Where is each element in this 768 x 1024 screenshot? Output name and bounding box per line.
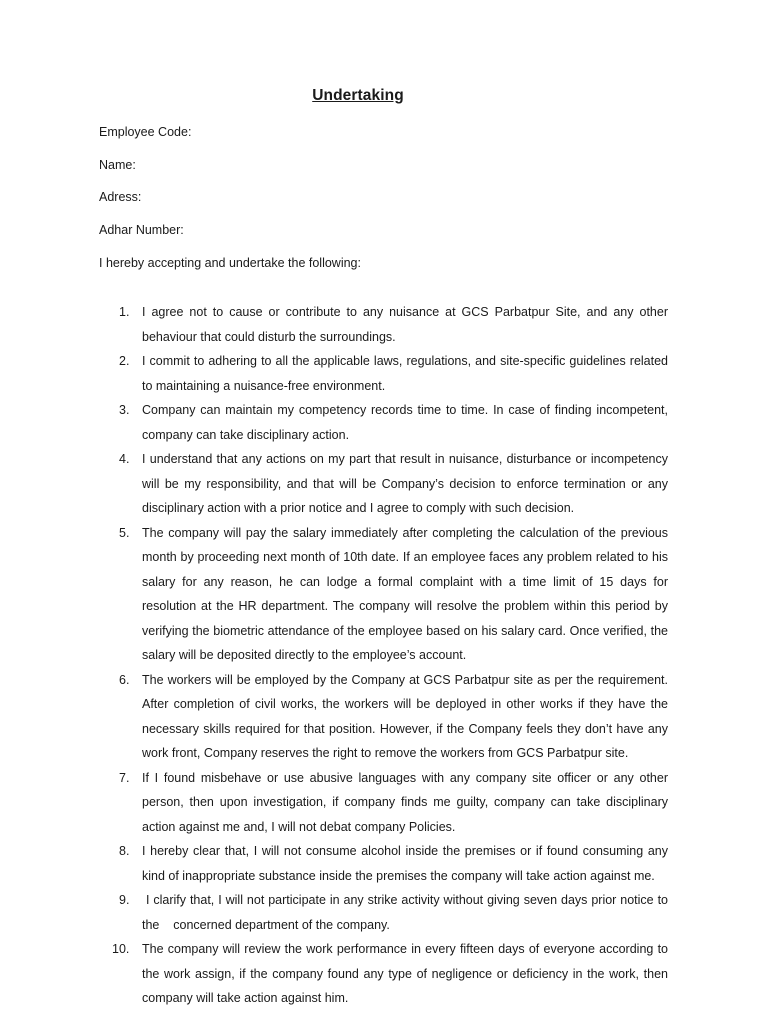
clause-number: 5. <box>119 525 130 540</box>
clause-list <box>99 300 672 1011</box>
clause-text: I clarify that, I will not participate in any strike activity without giving seven days prior notice to the concerned department of the company. <box>142 893 672 932</box>
clause-item <box>99 398 668 447</box>
clause-item <box>99 521 668 668</box>
clause-number: 2. <box>119 354 130 368</box>
clause-number: 4. <box>119 452 130 466</box>
clause-item <box>99 447 668 521</box>
clause-number: 8. <box>119 844 130 858</box>
clause-number: 6. <box>119 672 130 687</box>
clause-number: 1. <box>119 305 130 319</box>
clause-item <box>99 888 672 937</box>
clause-number: 3. <box>119 403 130 417</box>
clause-number: 9. <box>119 893 130 907</box>
clause-text: The workers will be employed by the Company at GCS Parbatpur site as per the requirement. After completion of civil works, the workers will be deployed in other works if they have the necessary skills required for that position. However, if the Company feels they don’t have any work front, Company reserves the right to remove the workers from GCS Parbatpur site. <box>142 672 668 760</box>
clause-text: If I found misbehave or use abusive languages with any company site officer or any other person, then upon investigation, if company finds me guilty, company can take disciplinary action against me and, I will not debat company Policies. <box>142 770 668 834</box>
clause-text: I hereby clear that, I will not consume alcohol inside the premises or if found consuming any kind of inappropriate substance inside the premises the company will take action against me. <box>142 844 668 883</box>
clause-item <box>99 349 668 398</box>
document-title: Undertaking <box>312 87 404 104</box>
field-employee-code: Employee Code: <box>99 125 192 139</box>
clause-text: Company can maintain my competency records time to time. In case of finding incompetent, company can take disciplinary action. <box>142 403 668 442</box>
field-address: Adress: <box>99 190 142 204</box>
clause-text: The company will review the work performance in every fifteen days of everyone according to the work assign, if the company found any type of negligence or deficiency in the work, then company will take action against him. <box>142 942 668 1005</box>
clause-item <box>99 937 668 1011</box>
clause-item <box>99 766 668 840</box>
intro-statement: I hereby accepting and undertake the following: <box>99 256 361 270</box>
clause-item <box>99 300 668 349</box>
clause-text: I agree not to cause or contribute to any nuisance at GCS Parbatpur Site, and any other behaviour that could disturb the surroundings. <box>142 305 668 344</box>
clause-item <box>99 668 668 766</box>
clause-item <box>99 839 668 888</box>
clause-number: 10. <box>112 942 130 956</box>
field-name: Name: <box>99 158 136 172</box>
clause-number: 7. <box>119 770 130 785</box>
clause-text: The company will pay the salary immediately after completing the calculation of the previous month by proceeding next month of 10th date. If an employee faces any problem related to his salary for any reason, he can lodge a formal complaint with a time limit of 15 days for resolution at the HR department. The company will resolve the problem within this period by verifying the biometric attendance of the employee based on his salary card. Once verified, the salary will be deposited directly to the employee’s account. <box>142 525 668 662</box>
field-adhar-number: Adhar Number: <box>99 223 184 237</box>
clause-text: I commit to adhering to all the applicable laws, regulations, and site-specific guidelines related to maintaining a nuisance-free environment. <box>142 354 668 393</box>
clause-text: I understand that any actions on my part that result in nuisance, disturbance or incompetency will be my responsibility, and that will be Company’s decision to enforce termination or any disciplinary action with a prior notice and I agree to comply with such decision. <box>142 452 668 515</box>
